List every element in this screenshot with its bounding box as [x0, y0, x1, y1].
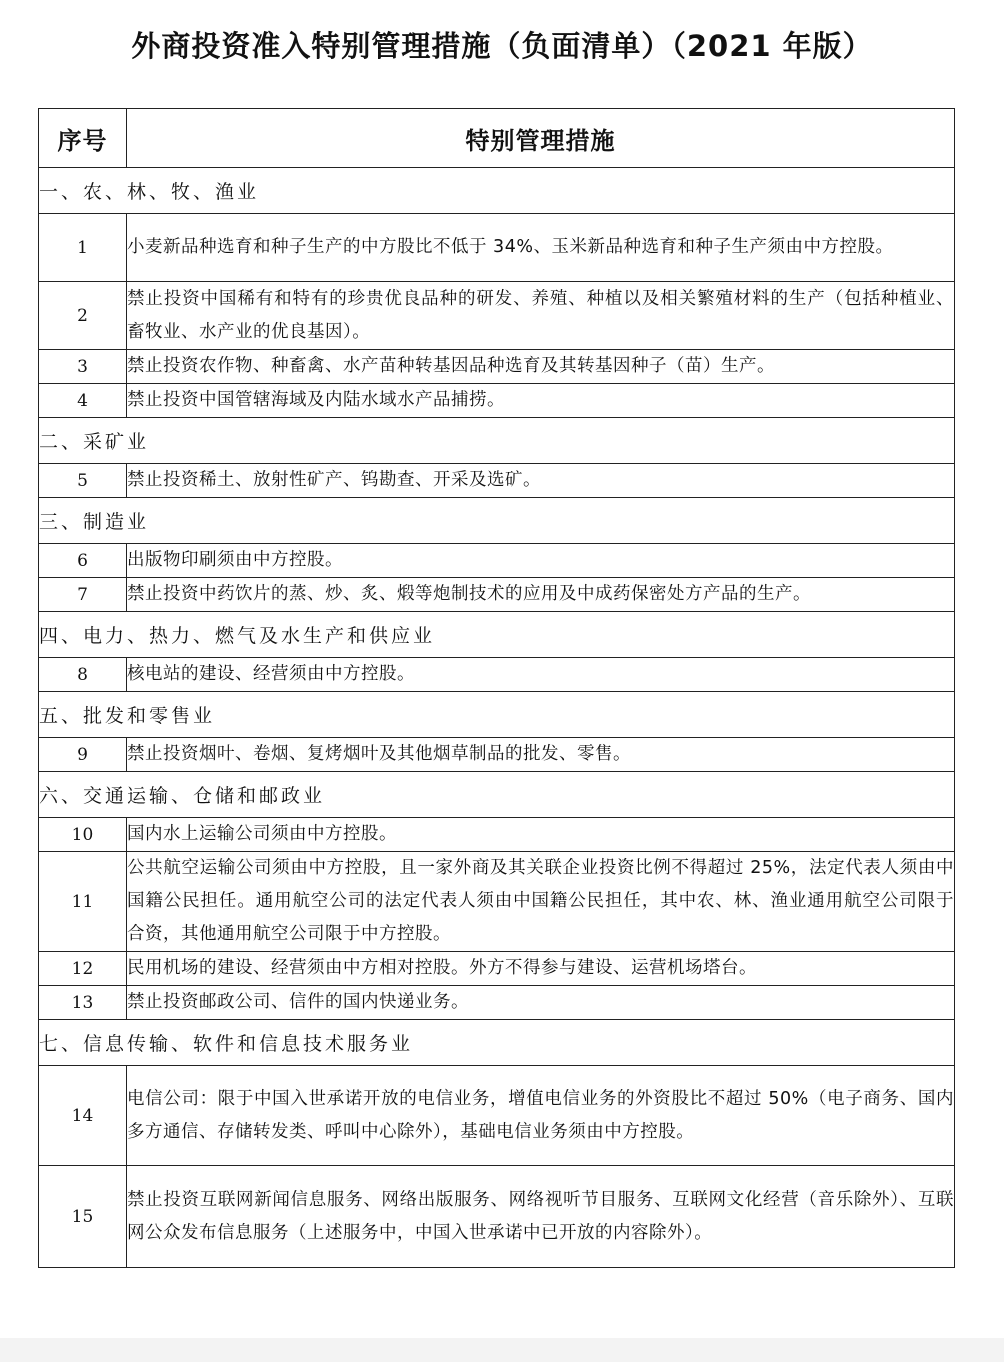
measure-text-cell: 民用机场的建设、经营须由中方相对控股。外方不得参与建设、运营机场塔台。	[127, 952, 955, 986]
section-row	[39, 168, 955, 214]
table-row	[39, 818, 955, 852]
header-special-measures: 特别管理措施	[127, 109, 955, 168]
negative-list-table	[38, 108, 955, 1268]
measure-text-cell: 禁止投资稀土、放射性矿产、钨勘查、开采及选矿。	[127, 464, 955, 498]
measure-text-cell: 核电站的建设、经营须由中方控股。	[127, 658, 955, 692]
measure-text-cell: 禁止投资农作物、种畜禽、水产苗种转基因品种选育及其转基因种子（苗）生产。	[127, 350, 955, 384]
document-title: 外商投资准入特别管理措施（负面清单）（2021 年版）	[131, 29, 873, 63]
serial-number-cell: 10	[39, 818, 127, 852]
measure-text-cell: 小麦新品种选育和种子生产的中方股比不低于 34%、玉米新品种选育和种子生产须由中方控股。	[127, 214, 955, 282]
section-title: 一、农、林、牧、渔业	[39, 168, 955, 214]
table-row	[39, 384, 955, 418]
serial-number-cell: 3	[39, 350, 127, 384]
section-title: 二、采矿业	[39, 418, 955, 464]
serial-number-cell: 15	[39, 1166, 127, 1268]
table-row	[39, 578, 955, 612]
measure-text-cell: 禁止投资中国管辖海域及内陆水域水产品捕捞。	[127, 384, 955, 418]
section-title: 六、交通运输、仓储和邮政业	[39, 772, 955, 818]
page-bottom-edge	[0, 1338, 1004, 1362]
section-title: 七、信息传输、软件和信息技术服务业	[39, 1020, 955, 1066]
serial-number-cell: 13	[39, 986, 127, 1020]
measure-text-cell: 禁止投资互联网新闻信息服务、网络出版服务、网络视听节目服务、互联网文化经营（音乐除外）、互联网公众发布信息服务（上述服务中，中国入世承诺中已开放的内容除外）。	[127, 1166, 955, 1268]
header-serial-number: 序号	[39, 109, 127, 168]
serial-number-cell: 7	[39, 578, 127, 612]
section-row	[39, 772, 955, 818]
table-row	[39, 738, 955, 772]
serial-number-cell: 14	[39, 1066, 127, 1166]
serial-number-cell: 12	[39, 952, 127, 986]
measure-text-cell: 公共航空运输公司须由中方控股，且一家外商及其关联企业投资比例不得超过 25%，法定代表人须由中国籍公民担任。通用航空公司的法定代表人须由中国籍公民担任，其中农、林、渔业通用航空公司限于合资，其他通用航空公司限于中方控股。	[127, 852, 955, 952]
table-row	[39, 986, 955, 1020]
table-row	[39, 350, 955, 384]
section-row	[39, 418, 955, 464]
section-title: 五、批发和零售业	[39, 692, 955, 738]
measure-text-cell: 电信公司：限于中国入世承诺开放的电信业务，增值电信业务的外资股比不超过 50%（电子商务、国内多方通信、存储转发类、呼叫中心除外），基础电信业务须由中方控股。	[127, 1066, 955, 1166]
table-row	[39, 658, 955, 692]
section-row	[39, 692, 955, 738]
serial-number-cell: 1	[39, 214, 127, 282]
serial-number-cell: 6	[39, 544, 127, 578]
section-title: 四、电力、热力、燃气及水生产和供应业	[39, 612, 955, 658]
section-row	[39, 1020, 955, 1066]
measure-text-cell: 禁止投资中国稀有和特有的珍贵优良品种的研发、养殖、种植以及相关繁殖材料的生产（包括种植业、畜牧业、水产业的优良基因）。	[127, 282, 955, 350]
measure-text-cell: 禁止投资中药饮片的蒸、炒、炙、煅等炮制技术的应用及中成药保密处方产品的生产。	[127, 578, 955, 612]
table-row	[39, 282, 955, 350]
table-row	[39, 464, 955, 498]
section-title: 三、制造业	[39, 498, 955, 544]
measure-text-cell: 禁止投资邮政公司、信件的国内快递业务。	[127, 986, 955, 1020]
measure-text-cell: 禁止投资烟叶、卷烟、复烤烟叶及其他烟草制品的批发、零售。	[127, 738, 955, 772]
table-header-row	[39, 109, 955, 168]
serial-number-cell: 9	[39, 738, 127, 772]
table-row	[39, 544, 955, 578]
section-row	[39, 612, 955, 658]
table-row	[39, 1166, 955, 1268]
measure-text-cell: 出版物印刷须由中方控股。	[127, 544, 955, 578]
table-body	[39, 168, 955, 1268]
serial-number-cell: 8	[39, 658, 127, 692]
table-row	[39, 952, 955, 986]
serial-number-cell: 11	[39, 852, 127, 952]
table-row	[39, 852, 955, 952]
serial-number-cell: 4	[39, 384, 127, 418]
serial-number-cell: 2	[39, 282, 127, 350]
measure-text-cell: 国内水上运输公司须由中方控股。	[127, 818, 955, 852]
table-row	[39, 214, 955, 282]
table-row	[39, 1066, 955, 1166]
section-row	[39, 498, 955, 544]
serial-number-cell: 5	[39, 464, 127, 498]
